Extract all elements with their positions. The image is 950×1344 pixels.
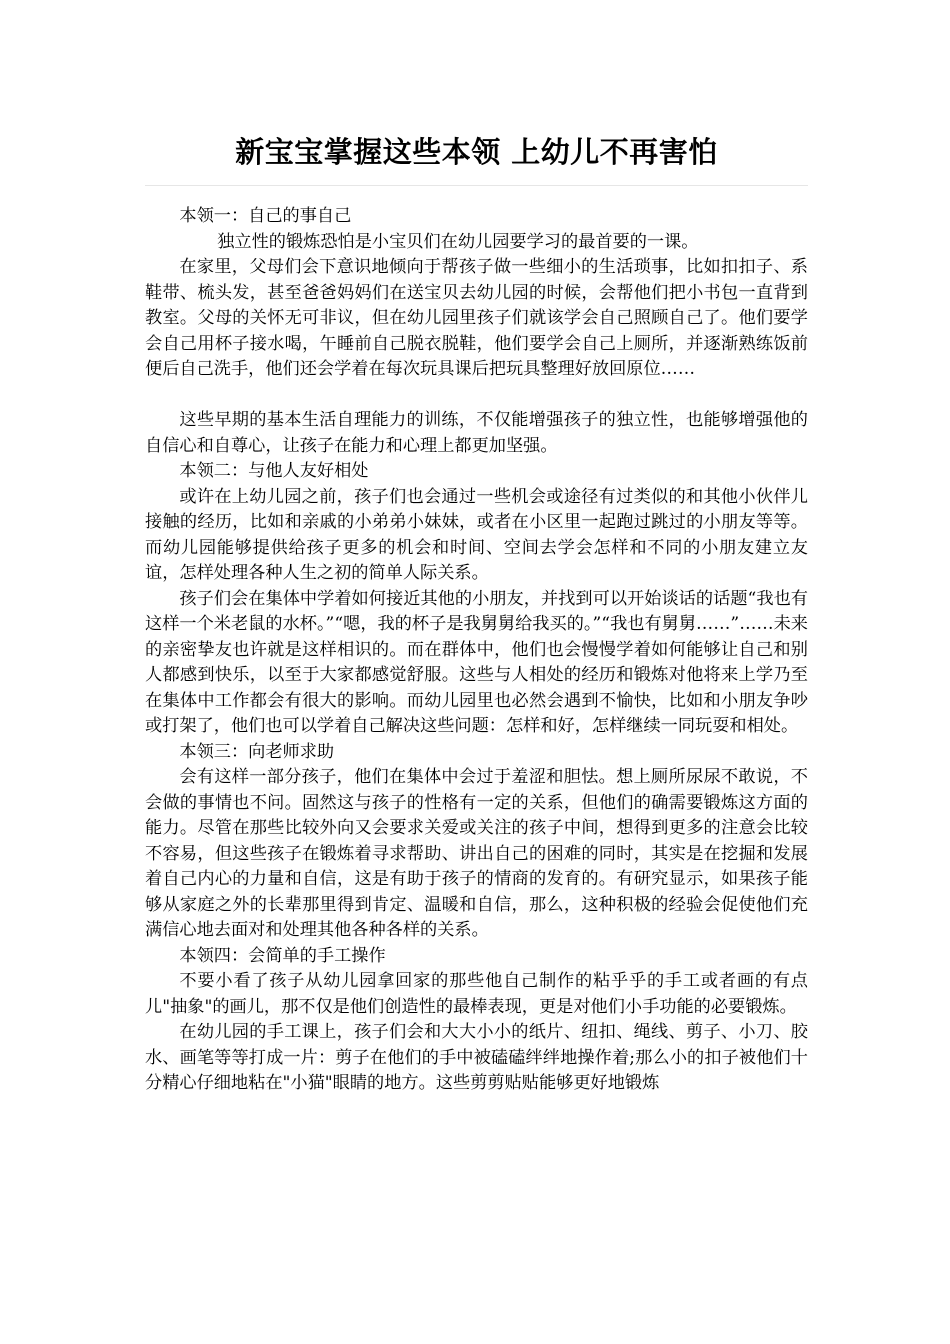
paragraph: 在家里，父母们会下意识地倾向于帮孩子做一些细小的生活琐事，比如扣扣子、系鞋带、梳头发，甚至爸爸妈妈们在送宝贝去幼儿园的时候，会帮他们把小书包一直背到教室。父母的关怀无可非议，但在幼儿园里孩子们就该学会自己照顾自己了。他们要学会自己用杯子接水喝，午睡前自己脱衣脱鞋，他们要学会自己上厕所，并逐渐熟练饭前便后自己洗手，他们还会学着在每次玩具课后把玩具整理好放回原位……: [145, 257, 808, 379]
section-heading-1: 本领一：自己的事自己: [179, 206, 352, 226]
section-heading-3: 本领三：向老师求助: [179, 741, 335, 762]
section-heading-2: 本领二：与他人友好相处: [179, 461, 369, 481]
paragraph: 在幼儿园的手工课上，孩子们会和大大小小的纸片、纽扣、绳线、剪子、小刀、胶水、画笔等等打成一片：剪子在他们的手中被磕磕绊绊地操作着;那么小的扣子被他们十分精心仔细地粘在"小猫"眼睛的地方。这些剪剪贴贴能够更好地锻炼: [145, 1022, 808, 1093]
paragraph: 会有这样一部分孩子，他们在集体中会过于羞涩和胆怯。想上厕所尿尿不敢说，不会做的事情也不问。固然这与孩子的性格有一定的关系，但他们的确需要锻炼这方面的能力。尽管在那些比较外向又会要求关爱或关注的孩子中间，想得到更多的注意会比较不容易，但这些孩子在锻炼着寻求帮助、讲出自己的困难的同时，其实是在挖掘和发展着自己内心的力量和自信，这是有助于孩子的情商的发育的。有研究显示，如果孩子能够从家庭之外的长辈那里得到肯定、温暖和自信，那么，这种积极的经验会促使他们充满信心地去面对和处理其他各种各样的关系。: [145, 767, 808, 940]
document-title: 新宝宝掌握这些本领 上幼儿不再害怕: [235, 135, 718, 169]
paragraph: 或许在上幼儿园之前，孩子们也会通过一些机会或途径有过类似的和其他小伙伴儿接触的经历，比如和亲戚的小弟弟小妹妹，或者在小区里一起跑过跳过的小朋友等等。而幼儿园能够提供给孩子更多的机会和时间、空间去学会怎样和不同的小朋友建立友谊，怎样处理各种人生之初的简单人际关系。: [145, 486, 808, 583]
blank-line: [145, 383, 808, 409]
paragraph: 这些早期的基本生活自理能力的训练，不仅能增强孩子的独立性，也能够增强他的自信心和自尊心，让孩子在能力和心理上都更加坚强。: [145, 410, 808, 456]
title-divider: [145, 185, 808, 186]
document-body: [145, 204, 808, 1097]
document-page: [145, 0, 808, 1097]
paragraph: 孩子们会在集体中学着如何接近其他的小朋友，并找到可以开始谈话的话题“我也有这样一个米老鼠的水杯。”“嗯，我的杯子是我舅舅给我买的。”“我也有舅舅……”……未来的亲密挚友也许就是这样相识的。而在群体中，他们也会慢慢学着如何能够让自己和别人都感到快乐，以至于大家都感觉舒服。这些与人相处的经历和锻炼对他将来上学乃至在集体中工作都会有很大的影响。而幼儿园里也必然会遇到不愉快，比如和小朋友争吵或打架了，他们也可以学着自己解决这些问题：怎样和好，怎样继续一同玩耍和相处。: [145, 588, 808, 736]
paragraph: 独立性的锻炼恐怕是小宝贝们在幼儿园要学习的最首要的一课。: [217, 231, 699, 252]
paragraph: 不要小看了孩子从幼儿园拿回家的那些他自己制作的粘乎乎的手工或者画的有点儿"抽象"的画儿，那不仅是他们创造性的最棒表现，更是对他们小手功能的必要锻炼。: [145, 971, 808, 1017]
section-heading-4: 本领四：会简单的手工操作: [179, 945, 386, 966]
